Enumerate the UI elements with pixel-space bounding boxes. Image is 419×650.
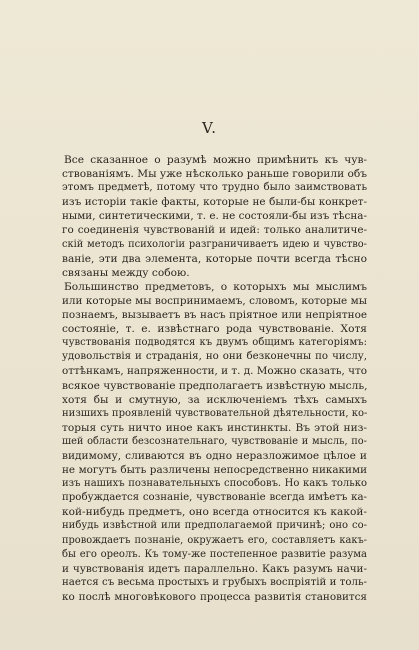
text-line: ко послѣ многовѣкового процесса развитія становится bbox=[62, 590, 367, 603]
text-line: оттѣнкамъ, напряженности, и т. д. Можно сказать, что bbox=[62, 365, 367, 378]
text-line: ваніе, эти два элемента, которые почти всегда тѣсно bbox=[62, 252, 367, 265]
text-line: провождаетъ познаніе, окружаетъ его, составляетъ какъ- bbox=[62, 534, 367, 546]
text-line: не могутъ быть различены непосредственно никакими bbox=[62, 464, 367, 477]
text-line: познаемъ, вызываетъ въ насъ пріятное или непріятное bbox=[62, 309, 367, 322]
text-line: Все сказанное о разумѣ можно примѣнить къ чув- bbox=[64, 154, 367, 166]
text-line: нибудь извѣстной или предполагаемой причинѣ; оно со- bbox=[62, 520, 367, 532]
text-line: удовольствія и страданія, но они безконечны по числу, bbox=[62, 351, 367, 363]
text-line: состояніе, т. е. извѣстнаго рода чувствованіе. Хотя bbox=[62, 323, 367, 336]
text-line: связаны между собою. bbox=[62, 266, 190, 279]
paragraph-2 bbox=[62, 280, 367, 604]
text-line: шей области безсознательнаго, чувствованіе и мысль, по- bbox=[62, 435, 367, 447]
text-line: пробуждается сознаніе, чувствованіе всегда имѣетъ ка- bbox=[62, 492, 367, 504]
text-line: изъ нашихъ познавательныхъ способовъ. Но какъ только bbox=[62, 478, 367, 490]
text-line: го соединенія чувствованій и идей: только аналитиче- bbox=[62, 224, 367, 237]
text-line: кой-нибудь предметъ, оно всегда относится къ какой- bbox=[62, 506, 367, 519]
text-line: ными, синтетическими, т. е. не состояли-бы изъ тѣсна- bbox=[62, 210, 367, 223]
page-body bbox=[62, 153, 367, 604]
text-line: низшихъ проявленій чувствовательной дѣятельности, ко- bbox=[62, 407, 368, 419]
text-line: хотя бы и смутную, за исключеніемъ тѣхъ самыхъ bbox=[62, 393, 367, 406]
text-line: нается съ весьма простыхъ и грубыхъ воспріятій и толь- bbox=[62, 576, 367, 588]
text-line: или которые мы воспринимаемъ, словомъ, которые мы bbox=[62, 294, 367, 307]
text-line: чувствованія подводятся къ двумъ общимъ категоріямъ: bbox=[62, 337, 367, 349]
text-line: скій методъ психологіи разграничиваетъ идею и чувство- bbox=[62, 238, 367, 250]
text-line: изъ исторіи такіе факты, которые не были-бы конкрет- bbox=[62, 196, 367, 209]
text-line: бы его ореолъ. Къ тому-же постепенное развитіе разума bbox=[62, 548, 367, 560]
text-line: Большинство предметовъ, о которыхъ мы мыслимъ bbox=[64, 280, 367, 293]
chapter-heading: V. bbox=[202, 119, 217, 137]
text-line: видимому, сливаются въ одно неразложимое цѣлое и bbox=[62, 449, 367, 462]
text-line: всякое чувствованіе предполагаетъ извѣстную мысль, bbox=[62, 379, 368, 392]
text-line: и чувствованія идетъ параллельно. Какъ разумъ начи- bbox=[62, 562, 367, 575]
text-line: ствованіямъ. Мы уже нѣсколько раньше говорили объ bbox=[62, 168, 367, 181]
paragraph-1 bbox=[62, 153, 367, 280]
text-line: этомъ предметѣ, потому что трудно было заимствовать bbox=[62, 182, 367, 194]
text-line: торыя суть ничто иное какъ инстинкты. Въ этой низ- bbox=[62, 421, 367, 434]
